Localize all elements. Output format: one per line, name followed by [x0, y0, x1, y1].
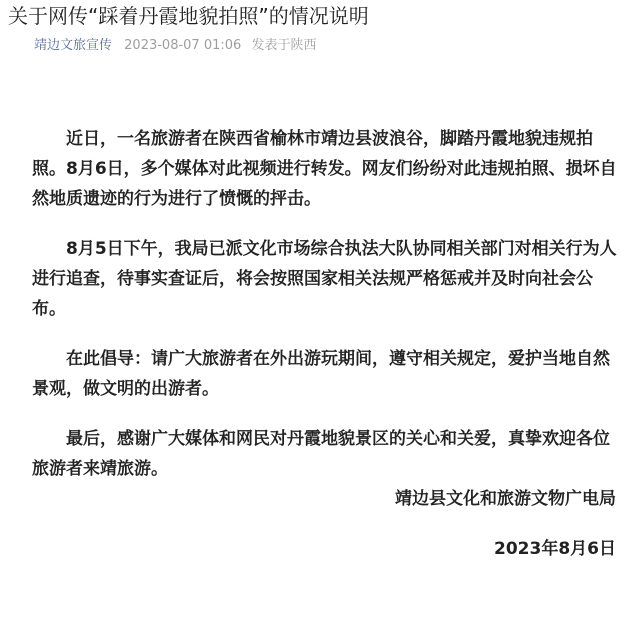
article-body [32, 124, 620, 504]
article-title: 关于网传“踩着丹霞地貌拍照”的情况说明 [8, 4, 369, 28]
paragraph-4: 最后，感谢广大媒体和网民对丹霞地貌景区的关心和关爱，真挚欢迎各位旅游者来靖旅游。 [32, 429, 610, 479]
paragraph-1: 近日，一名旅游者在陕西省榆林市靖边县波浪谷，脚踏丹霞地貌违规拍照。8月6日，多个媒体对此视频进行转发。网友们纷纷对此违规拍照、损坏自然地质遗迹的行为进行了愤慨的抨击。 [32, 129, 617, 209]
article-meta [34, 36, 322, 56]
paragraph-2: 8月5日下午，我局已派文化市场综合执法大队协同相关部门对相关行为人进行追查，待事实查证后，将会按照国家相关法规严格惩戒并及时向社会公布。 [32, 239, 617, 319]
publish-location: 发表于陕西 [251, 38, 317, 53]
publish-time: 2023-08-07 01:06 [124, 38, 242, 53]
issuer-signature: 靖边县文化和旅游文物广电局 [395, 489, 616, 509]
paragraph-3: 在此倡导：请广大旅游者在外出游玩期间，遵守相关规定，爱护当地自然景观，做文明的出游者。 [32, 349, 610, 399]
account-name-link[interactable]: 靖边文旅宣传 [34, 38, 113, 53]
issue-date: 2023年8月6日 [494, 539, 616, 559]
